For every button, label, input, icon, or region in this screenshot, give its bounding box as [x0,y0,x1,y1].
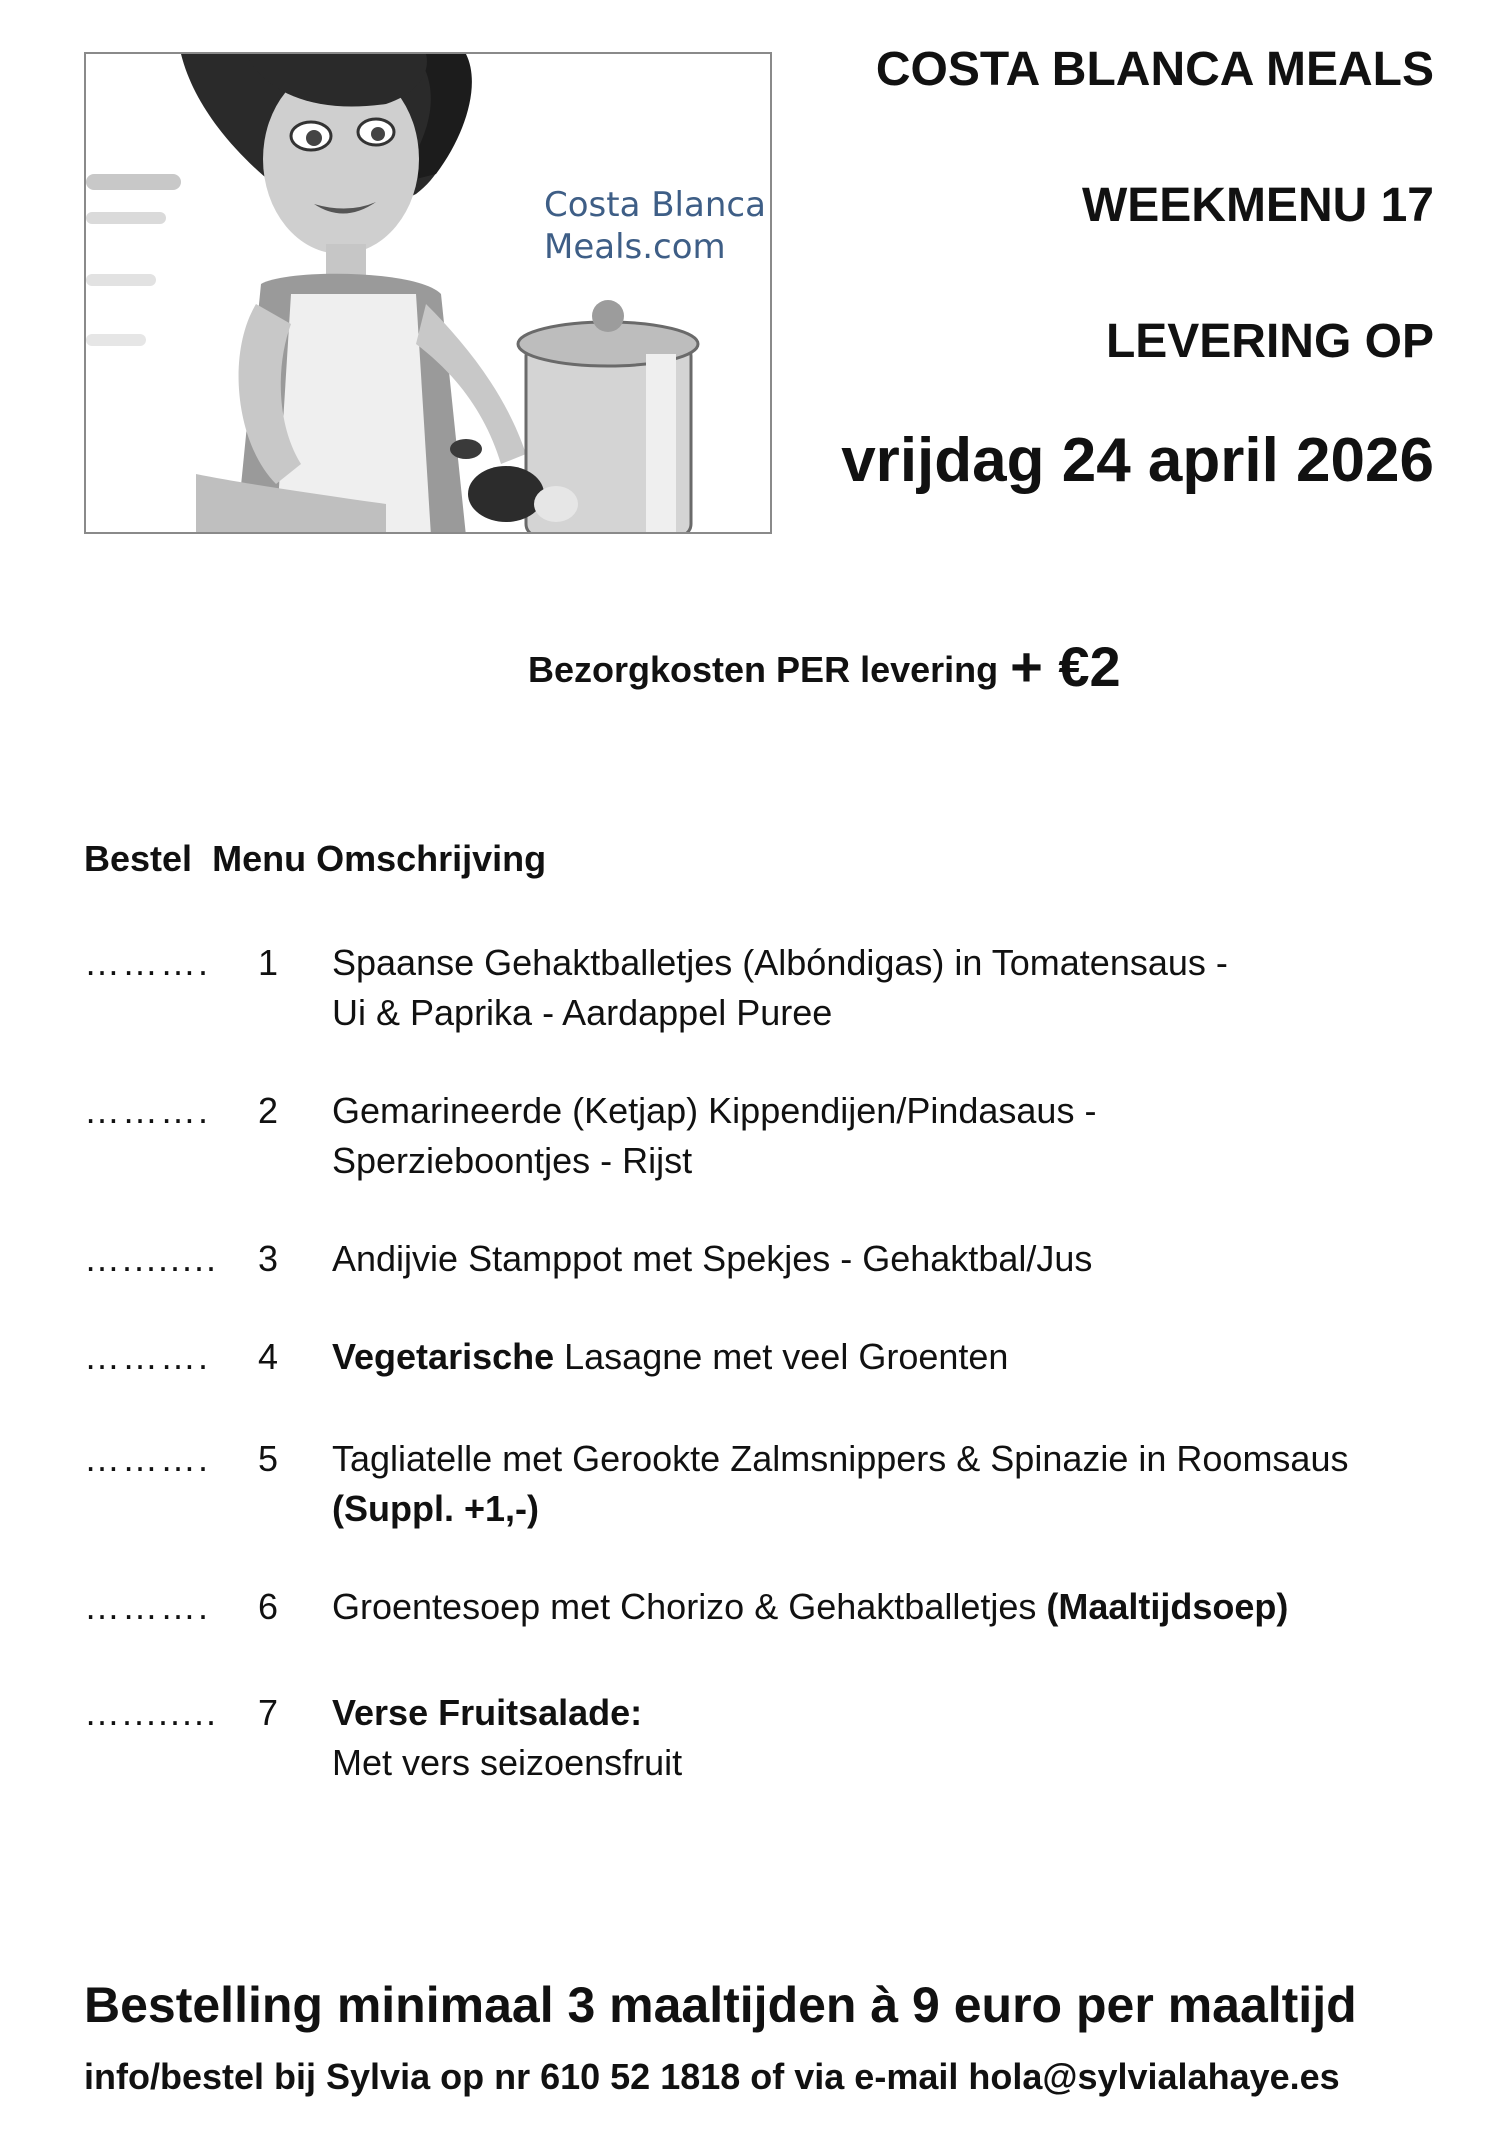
description-line: Andijvie Stamppot met Spekjes - Gehaktbal/Jus [332,1238,1093,1279]
menu-description [332,1434,1452,1534]
description-line: Tagliatelle met Gerookte Zalmsnippers & Spinazie in Roomsaus [332,1438,1349,1479]
logo-text [544,184,766,268]
menu-number: 1 [258,942,279,983]
delivery-cost [528,630,1121,698]
menu-description [332,1582,1452,1632]
brand-title: COSTA BLANCA MEALS [875,43,1434,96]
menu-description [332,1332,1452,1382]
week-number: WEEKMENU 17 [1081,179,1434,232]
description-line: Lasagne met veel Groenten [554,1336,1009,1377]
description-line: Ui & Paprika - Aardappel Puree [332,992,833,1033]
menu-number: 7 [258,1692,279,1733]
delivery-label: LEVERING OP [1105,315,1434,368]
description-line: Sperzieboontjes - Rijst [332,1140,693,1181]
column-description: Omschrijving [316,838,547,879]
logo-line-2: Meals.com [544,227,726,267]
header [841,36,1434,498]
menu-description [332,938,1452,1038]
minimum-order-note: Bestelling minimaal 3 maaltijden à 9 euro per maaltijd [84,1977,1357,2033]
order-quantity-field[interactable]: ………. [84,1090,211,1131]
description-line: Groentesoep met Chorizo & Gehaktballetjes [332,1586,1047,1627]
delivery-cost-label: Bezorgkosten PER levering [528,649,999,690]
menu-number: 4 [258,1336,279,1377]
supplement-note: (Suppl. +1,-) [332,1488,539,1529]
chef-woman-illustration [86,54,772,534]
delivery-date: vrijdag 24 april 2026 [841,426,1434,495]
order-quantity-field[interactable]: ………. [84,1586,211,1627]
description-line: Gemarineerde (Ketjap) Kippendijen/Pindasaus - [332,1090,1097,1131]
menu-description [332,1688,1452,1788]
meal-soup-note: (Maaltijdsoep) [1046,1586,1289,1627]
menu-number: 3 [258,1238,279,1279]
column-menu: Menu [212,838,307,879]
description-line: Spaanse Gehaktballetjes (Albóndigas) in Tomatensaus - [332,942,1228,983]
menu-number: 2 [258,1090,279,1131]
delivery-fee: + €2 [1010,635,1121,698]
order-quantity-field[interactable]: …........ [84,1238,219,1279]
description-highlight: Verse Fruitsalade: [332,1692,643,1733]
menu-column-headers [84,838,546,880]
description-line: Met vers seizoensfruit [332,1742,683,1783]
logo-line-1: Costa Blanca [544,185,766,225]
contact-info: info/bestel bij Sylvia op nr 610 52 1818 of via e-mail hola@sylvialahaye.es [84,2056,1340,2097]
menu-description [332,1086,1452,1186]
menu-description [332,1234,1452,1284]
order-quantity-field[interactable]: ………. [84,1438,211,1479]
logo-illustration [84,52,772,534]
column-order: Bestel [84,838,193,879]
menu-number: 5 [258,1438,279,1479]
order-quantity-field[interactable]: ………. [84,1336,211,1377]
menu-number: 6 [258,1586,279,1627]
order-quantity-field[interactable]: …........ [84,1692,219,1733]
description-highlight: Vegetarische [332,1336,555,1377]
order-quantity-field[interactable]: ………. [84,942,211,983]
